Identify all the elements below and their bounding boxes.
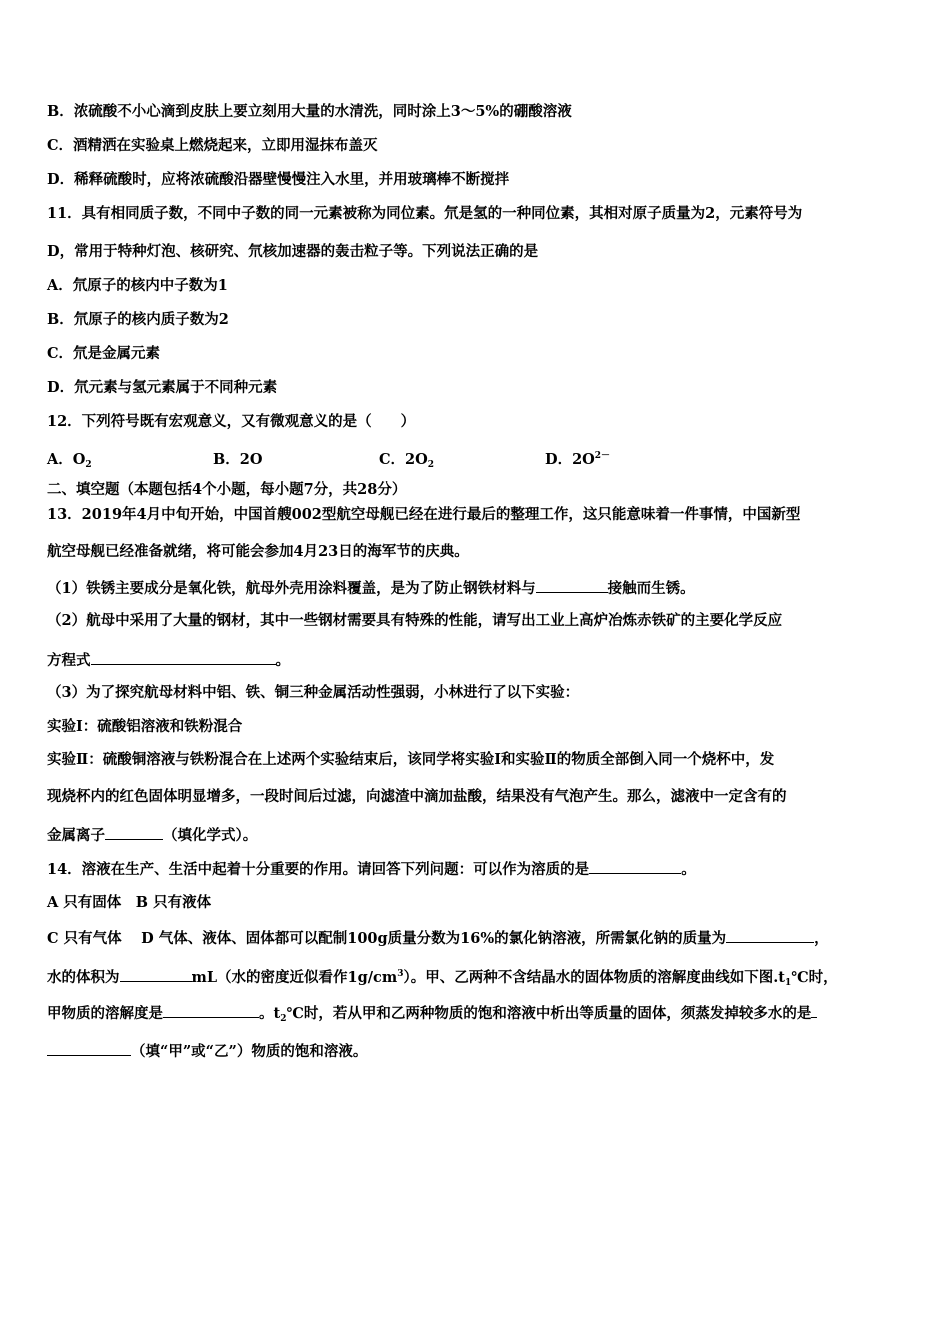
answer-blank[interactable] [811,1003,817,1018]
answer-blank[interactable] [105,825,163,840]
answer-blank[interactable] [120,967,192,982]
q13-experiment-2-line1: 实验Ⅱ：硫酸铜溶液与铁粉混合在上述两个实验结束后，该同学将实验Ⅰ和实验Ⅱ的物质全部倒入同一个烧杯中，发 [47,751,775,768]
q13-stem-line1: 13．2019年4月中旬开始，中国首艘002型航空母舰已经在进行最后的整理工作，这只能意味着一件事情，中国新型 [47,506,801,523]
q13-part2-line1: （2）航母中采用了大量的钢材，其中一些钢材需要具有特殊的性能，请写出工业上高炉冶炼赤铁矿的主要化学反应 [47,612,783,629]
q14-options-ab: A 只有固体 B 只有液体 [47,894,212,911]
q12-stem: 12．下列符号既有宏观意义，又有微观意义的是（ ） [47,413,416,430]
q10-option-c: C．酒精洒在实验桌上燃烧起来，立即用湿抹布盖灭 [47,137,378,154]
q11-option-c: C．氘是金属元素 [47,345,161,362]
q12-option-d: D．$2O^{2-}$ [545,451,611,468]
answer-blank[interactable] [589,859,681,874]
q13-part1: （1）铁锈主要成分是氧化铁，航母外壳用涂料覆盖，是为了防止钢铁材料与 接触而生锈。 [47,580,695,597]
q11-stem-line2: D，常用于特种灯泡、核研究、氘核加速器的轰击粒子等。下列说法正确的是 [47,243,539,260]
q10-option-d: D．稀释硫酸时，应将浓硫酸沿器壁慢慢注入水里，并用玻璃棒不断搅拌 [47,171,510,188]
answer-blank[interactable] [163,1003,259,1018]
answer-blank[interactable] [536,578,608,593]
q14-stem: 14．溶液在生产、生活中起着十分重要的作用。请回答下列问题：可以作为溶质的是 。 [47,861,696,878]
q14-line6: （填“甲”或“乙”）物质的饱和溶液。 [47,1041,367,1061]
q14-line5: 甲物质的溶解度是 。$t_2℃$时，若从甲和乙两种物质的饱和溶液中析出等质量的固体，须蒸发掉较多水的是 [47,1003,817,1028]
q13-experiment-1: 实验Ⅰ：硫酸铝溶液和铁粉混合 [47,718,243,735]
q11-stem-line1: 11．具有相同质子数，不同中子数的同一元素被称为同位素。氘是氢的一种同位素，其相对原子质量为2，元素符号为 [47,205,803,222]
answer-blank[interactable] [91,650,276,665]
q11-option-b: B．氘原子的核内质子数为2 [47,311,229,328]
q11-option-a: A．氘原子的核内中子数为1 [47,277,228,294]
q13-experiment-2-line2: 现烧杯内的红色固体明显增多，一段时间后过滤，向滤渣中滴加盐酸，结果没有气泡产生。那么，滤液中一定含有的 [47,788,787,805]
q14-line4: 水的体积为 mL（水的密度近似看作$1g/cm^3$）。甲、乙两种不含结晶水的固体物质的溶解度曲线如下图$.t_1℃$时， [47,969,838,988]
section-heading: 二、填空题（本题包括4个小题，每小题7分，共28分） [47,481,407,498]
q11-option-d: D．氘元素与氢元素属于不同种元素 [47,379,278,396]
q13-part3: （3）为了探究航母材料中铝、铁、铜三种金属活动性强弱，小林进行了以下实验： [47,684,580,701]
answer-blank[interactable] [726,928,814,943]
q12-option-b: B．2O [213,451,263,468]
q12-option-c: C．$2O_2$ [379,451,435,470]
q10-option-b: B．浓硫酸不小心滴到皮肤上要立刻用大量的水清洗，同时涂上3～5%的硼酸溶液 [47,103,572,120]
answer-blank[interactable] [47,1041,131,1056]
q13-stem-line2: 航空母舰已经准备就绪，将可能会参加4月23日的海军节的庆典。 [47,543,469,560]
q13-part2-line2: 方程式 。 [47,652,290,669]
q14-line3: C 只有气体 D 气体、液体、固体都可以配制100g质量分数为16%的氯化钠溶液，所需氯化钠的质量为 ， [47,930,829,947]
q13-experiment-2-line3: 金属离子 （填化学式）。 [47,827,258,844]
q12-options [47,447,610,474]
q12-option-a: A．$O_2$ [47,451,92,470]
